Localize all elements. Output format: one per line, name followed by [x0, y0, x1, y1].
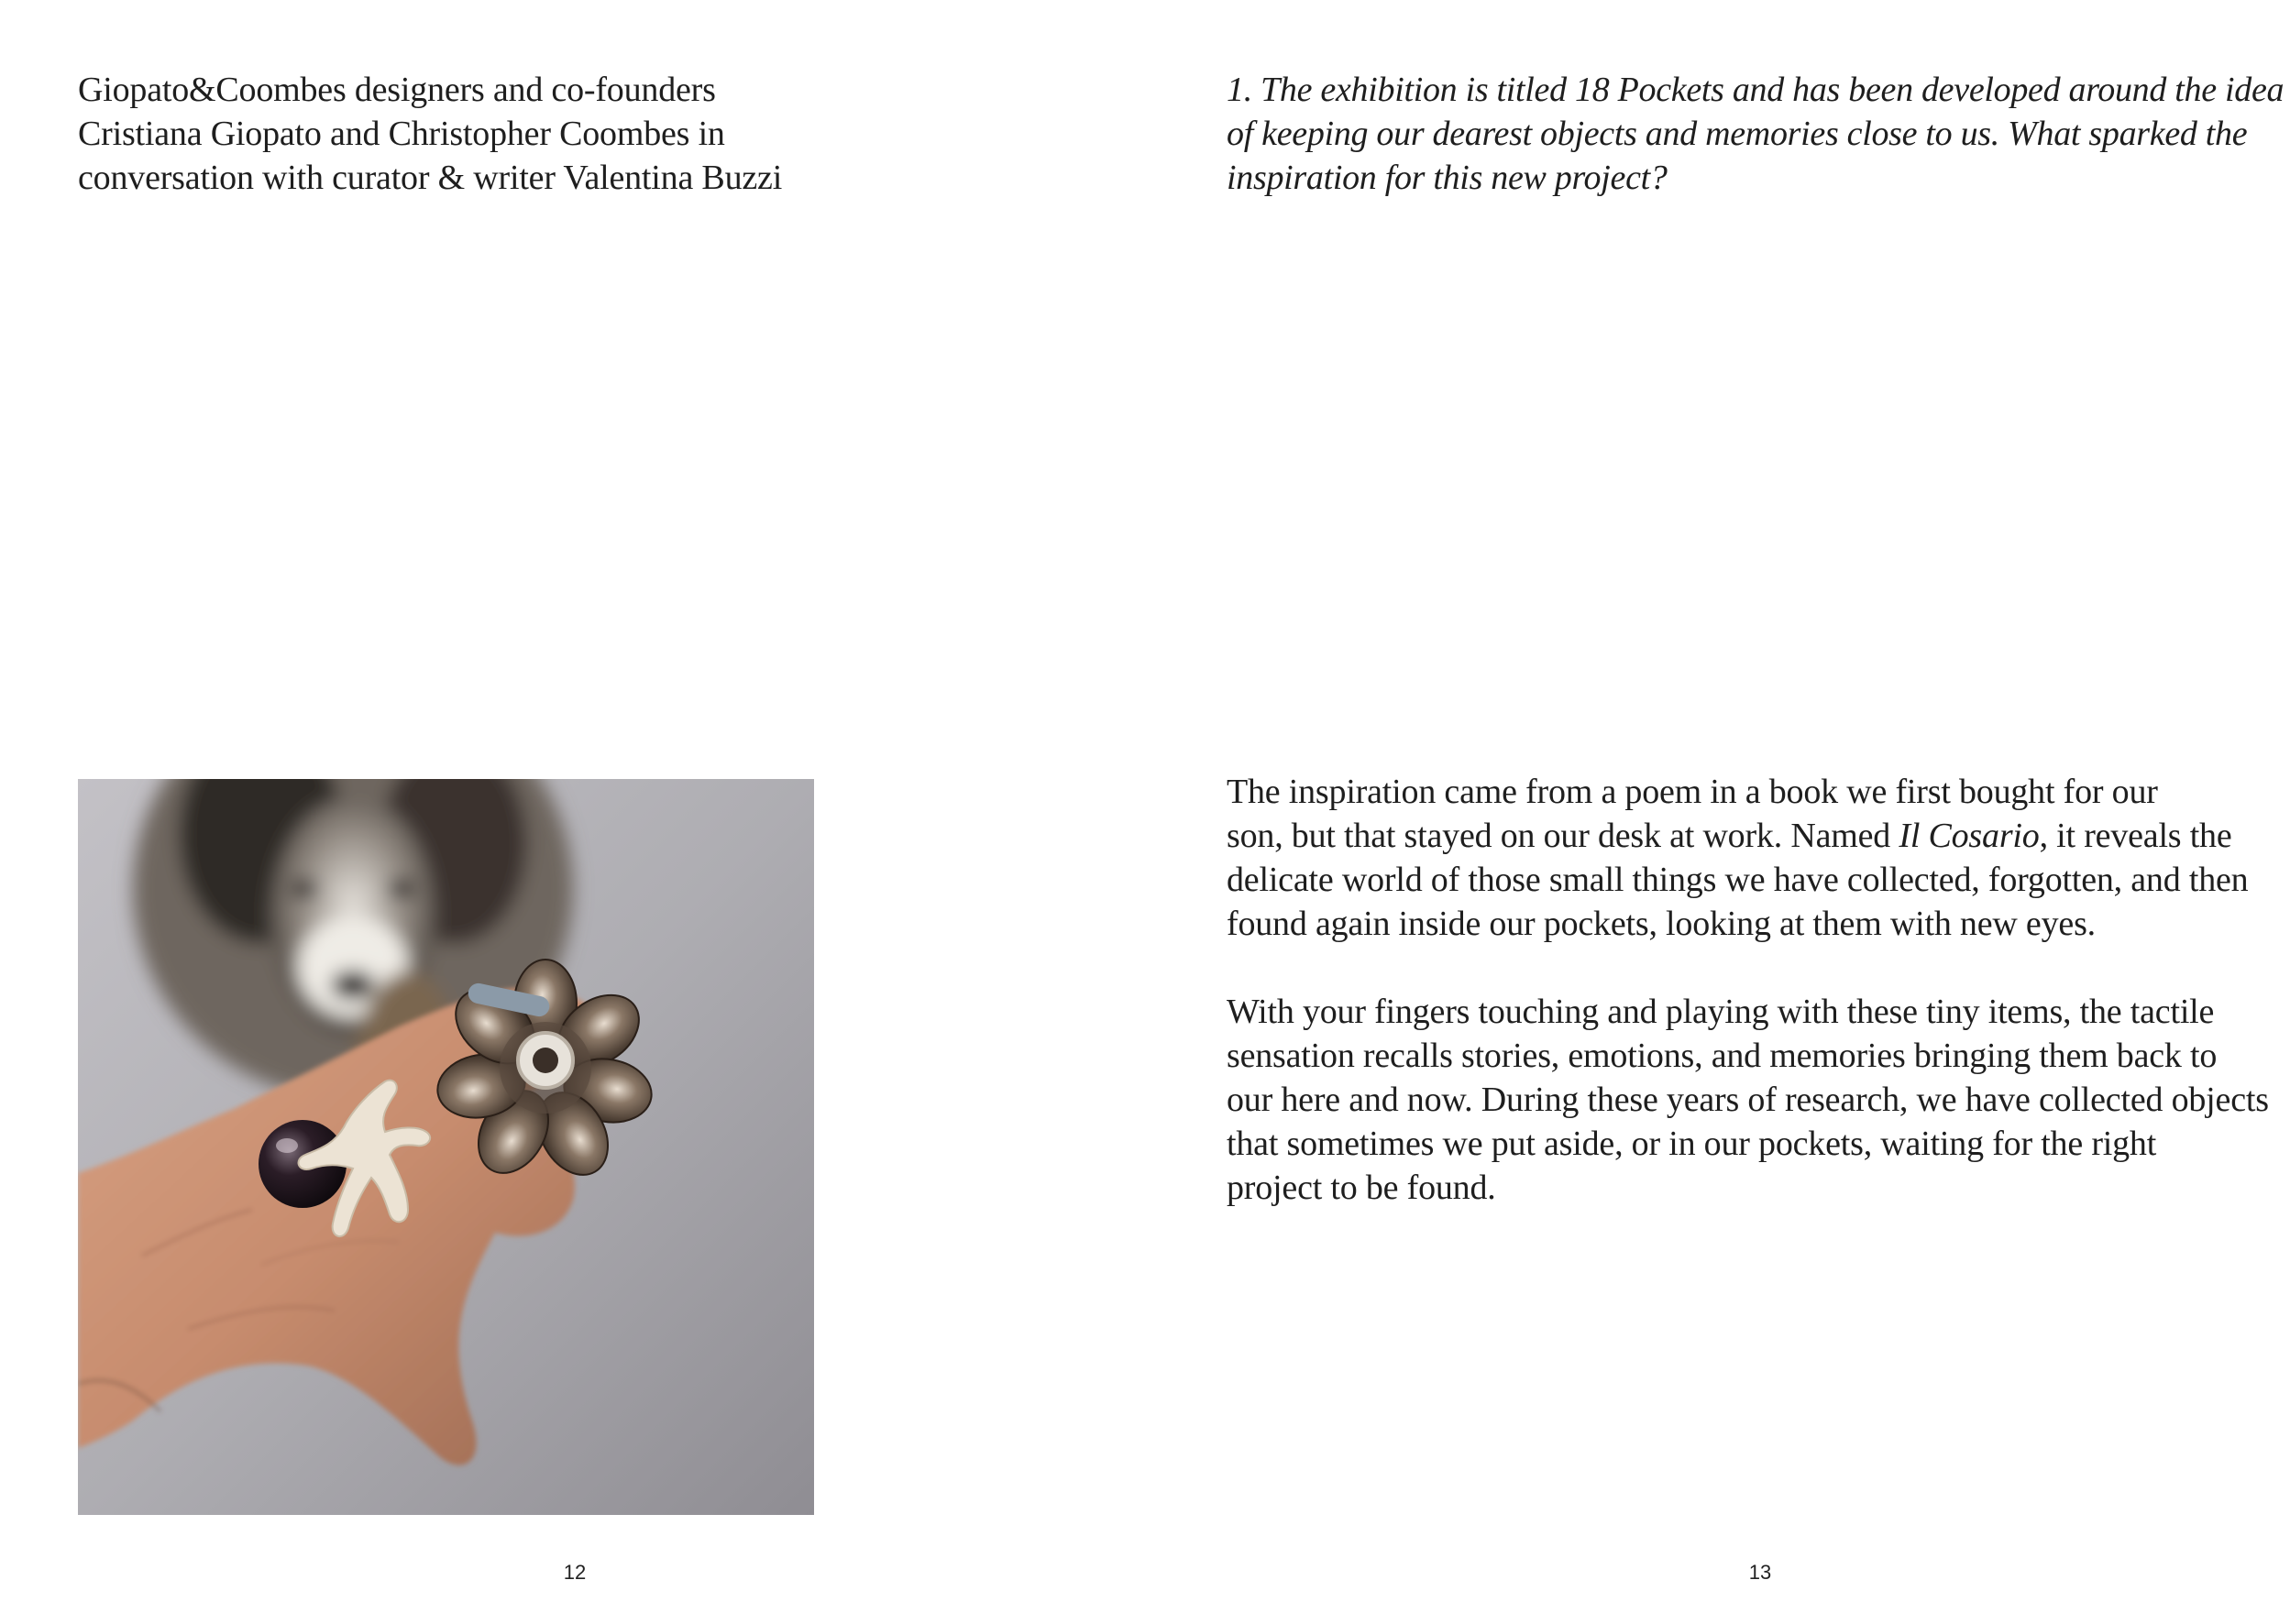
answer-p1-line-3: delicate world of those small things we have collected, forgotten, and then [1227, 861, 2249, 899]
interview-question [1227, 68, 2284, 200]
question-line-2: of keeping our dearest objects and memories close to us. What sparked the [1227, 115, 2248, 153]
question-line-1: 1. The exhibition is titled 18 Pockets and has been developed around the idea [1227, 71, 2284, 109]
right-page [1145, 0, 2290, 1624]
page-number-right: 13 [1748, 1561, 1772, 1584]
photo-illustration [78, 779, 814, 1515]
answer-p1-line-1: The inspiration came from a poem in a book we first bought for our [1227, 773, 2158, 811]
answer-p2-line-5: project to be found. [1227, 1169, 1496, 1207]
answer-p2-line-4: that sometimes we put aside, or in our pockets, waiting for the right [1227, 1125, 2157, 1163]
answer-p2-line-1: With your fingers touching and playing with these tiny items, the tactile [1227, 993, 2215, 1031]
answer-p2-line-3: our here and now. During these years of research, we have collected objects [1227, 1081, 2269, 1119]
intro-line-3: conversation with curator & writer Valentina Buzzi [78, 159, 783, 197]
intro-text [78, 68, 903, 200]
answer-p1-line-2 [1227, 814, 2262, 858]
question-line-3: inspiration for this new project? [1227, 159, 1668, 197]
answer-p2-line-2: sensation recalls stories, emotions, and memories bringing them back to [1227, 1037, 2218, 1075]
intro-line-2: Cristiana Giopato and Christopher Coombes in [78, 115, 725, 153]
poem-title: Il Cosario [1899, 817, 2040, 855]
answer-paragraph-1 [1227, 770, 2262, 946]
intro-line-1: Giopato&Coombes designers and co-founders [78, 71, 716, 109]
page-number-left: 12 [563, 1561, 587, 1584]
interview-answer [1227, 770, 2269, 1254]
answer-p1-line-4: found again inside our pockets, looking at them with new eyes. [1227, 905, 2096, 943]
answer-p1-line-2-start: son, but that stayed on our desk at work. Named [1227, 817, 1899, 855]
answer-paragraph-2 [1227, 990, 2269, 1210]
answer-p1-line-2-end: , it reveals the [2039, 817, 2232, 855]
hand-with-objects-photo [78, 779, 814, 1515]
